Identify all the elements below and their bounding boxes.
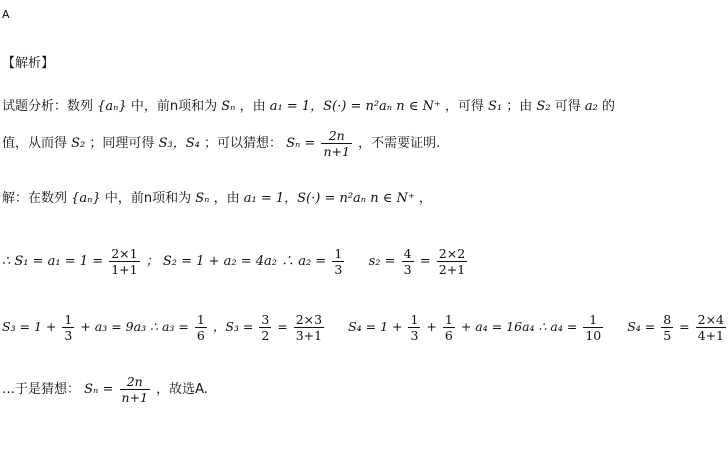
solution-cond-prefix: ，由 [213,191,240,206]
analysis-s2b: S₂ [71,136,86,151]
s4-text: S₄ = 1 + [348,319,403,334]
analysis-line2-mid: ；同理可得 [89,136,155,151]
solution-sn: Sₙ [195,191,210,206]
s4-fraction-c [661,312,673,343]
guess-fraction [321,128,351,159]
fraction-numerator: 1 [444,312,453,327]
analysis-part1: ，可得 [444,99,484,114]
s4-fraction-a [408,312,420,343]
a3-fraction [195,312,207,343]
analysis-condition: a₁ = 1，S(·) = n²aₙ n ∈ N⁺ [269,99,441,114]
solution-end: ， [418,191,432,206]
fraction-numerator: 2×1 [111,246,138,261]
fraction-denominator: 2+1 [438,262,466,277]
guess-lhs: Sₙ = [286,136,316,151]
solution-prefix: 解：在数列 [2,191,68,206]
s3-text: S₃ = 1 + [2,319,57,334]
analysis-part4: 的 [601,99,615,114]
fraction-denominator: 3+1 [295,328,323,343]
fraction-numerator: 1 [64,312,73,327]
conclusion-lhs: Sₙ = [84,382,114,397]
fraction-numerator: 1 [583,312,603,328]
s2-text: ； S₂ = 1 + a₂ = 4a₂ ∴ a₂ = [145,254,327,269]
analysis-line-2 [2,128,440,159]
solution-sequence: {aₙ} [71,191,101,206]
s1-s2-line [2,246,469,277]
analysis-part2: ；由 [506,99,533,114]
plus-sign: + [426,319,437,334]
analysis-s2: S₂ [536,99,551,114]
fraction-numerator: 1 [334,246,343,261]
fraction-denominator: 5 [663,328,672,343]
s2-formula-fraction [437,246,467,277]
s3-formula-fraction [294,312,324,343]
s2-fraction [402,246,414,277]
fraction-denominator: 3 [403,262,412,277]
fraction-numerator: 3 [261,312,270,327]
sum-symbol: Sₙ [221,99,236,114]
s3-s4-line [2,312,728,343]
analysis-line2-prefix: 值，从而得 [2,136,68,151]
s4-fraction-b [443,312,455,343]
s3-fraction-b [259,312,271,343]
sequence-name: {aₙ} [97,99,127,114]
guess-denominator: n+1 [323,144,350,159]
solution-condition: a₁ = 1，S(·) = n²aₙ n ∈ N⁺ [243,191,415,206]
fraction-denominator: 4+1 [697,328,725,343]
section-heading: 【解析】 [2,56,55,71]
s4-formula-fraction [696,312,726,343]
s1-fraction [109,246,139,277]
fraction-denominator: 3 [410,328,419,343]
fraction-numerator: 2×3 [295,312,323,327]
fraction-denominator: 6 [196,328,205,343]
fraction-denominator: 2 [261,328,270,343]
analysis-s34: S₃，S₄ [158,136,200,151]
analysis-line2-mid2: ；可以猜想： [203,136,282,151]
fraction-numerator: 2n [120,374,150,390]
a4-fraction [583,312,603,343]
analysis-line2-end: ，不需要证明. [358,136,441,151]
s3-fraction-a [62,312,74,343]
analysis-cond-prefix: ，由 [239,99,266,114]
fraction-numerator: 1 [410,312,419,327]
conclusion-prefix: …于是猜想： [2,382,81,397]
solution-mid: 中，前n项和为 [104,191,192,206]
a3-text: + a₃ = 9a₃ ∴ a₃ = [80,319,189,334]
equals-sign: = [679,319,690,334]
equals-sign: = [419,254,431,269]
fraction-denominator: 3 [334,262,343,277]
a2-fraction [332,246,344,277]
fraction-denominator: 6 [444,328,453,343]
fraction-denominator: 3 [64,328,73,343]
analysis-part3: 可得 [554,99,581,114]
conclusion-end: ，故选A. [156,382,208,397]
fraction-numerator: 2×4 [697,312,725,327]
fraction-numerator: 4 [403,246,412,261]
fraction-numerator: 1 [196,312,205,327]
analysis-a2: a₂ [584,99,598,114]
guess-numerator: 2n [321,128,351,144]
fraction-numerator: 2×2 [438,246,466,261]
equals-sign: = [277,319,288,334]
a4-text: + a₄ = 16a₄ ∴ a₄ = [460,319,578,334]
conclusion-line [2,374,208,405]
conclusion-fraction [120,374,150,405]
s4-value-label: S₄ = [627,319,656,334]
analysis-s1: S₁ [488,99,503,114]
analysis-line-1 [2,98,615,116]
analysis-prefix: 试题分析：数列 [2,99,94,114]
fraction-denominator: n+1 [121,390,148,405]
s1-text: ∴ S₁ = a₁ = 1 = [2,254,104,269]
fraction-denominator: 10 [585,328,602,343]
analysis-mid: 中，前n项和为 [130,99,218,114]
fraction-numerator: 8 [663,312,672,327]
fraction-denominator: 1+1 [111,262,138,277]
answer-label: A [2,8,10,21]
s2-value-label: s₂ = [368,254,396,269]
solution-line [2,190,432,208]
s3-value-label: ，S₃ = [212,319,254,334]
